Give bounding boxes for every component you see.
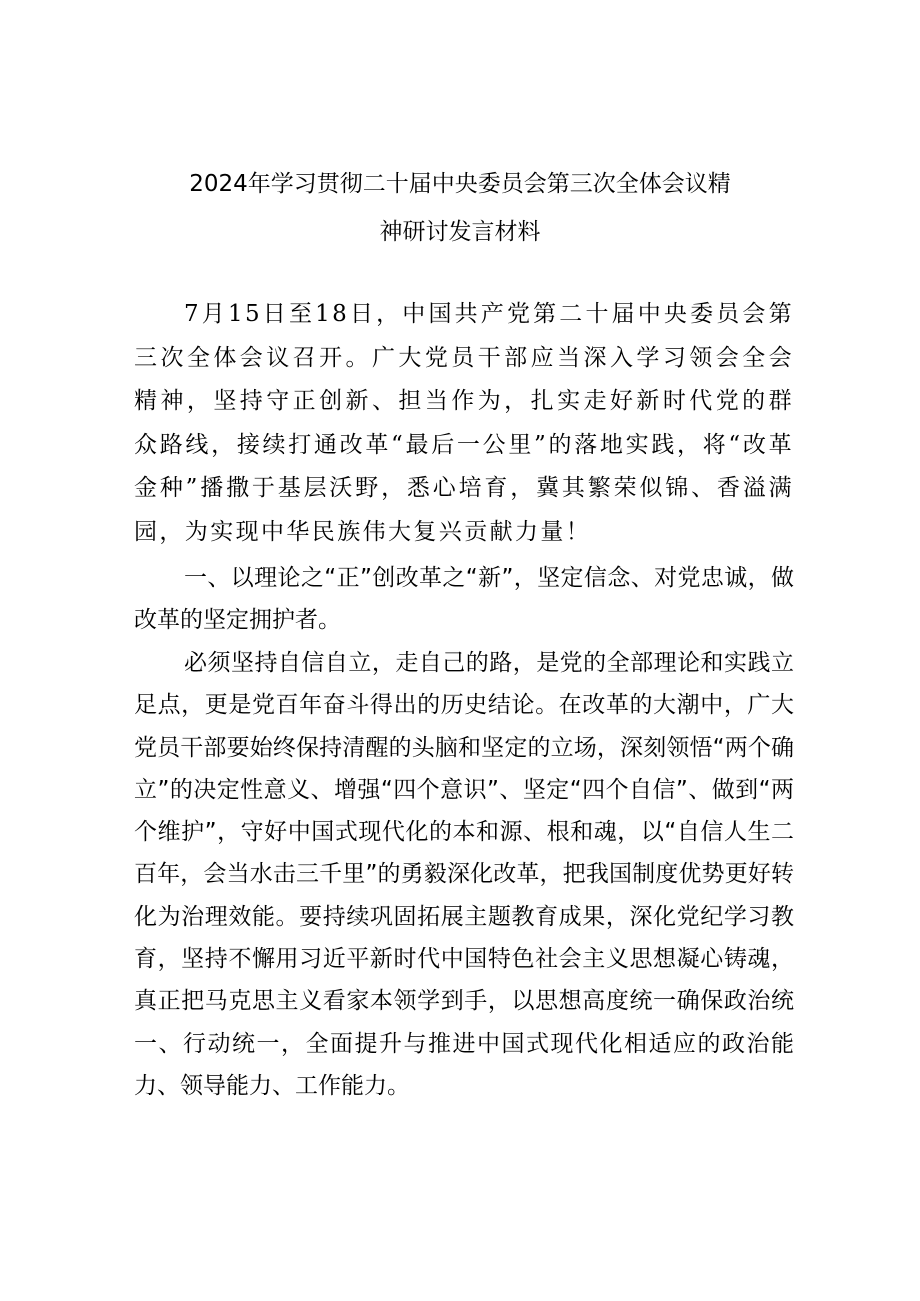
body-paragraph: 必须坚持自信自立，走自己的路，是党的全部理论和实践立足点，更是党百年奋斗得出的历史结论。在改革的大潮中，广大党员干部要始终保持清醒的头脑和坚定的立场，深刻领悟“两个确立”的决定性意义、增强“四个意识”、坚定“四个自信”、做到“两个维护”，守好中国式现代化的本和源、根和魂，以“自信人生二百年，会当水击三千里”的勇毅深化改革，把我国制度优势更好转化为治理效能。要持续巩固拓展主题教育成果，深化党纪学习教育，坚持不懈用习近平新时代中国特色社会主义思想凝心铸魂，真正把马克思主义看家本领学到手，以思想高度统一确保政治统一、行动统一，全面提升与推进中国式现代化相适应的政治能力、领导能力、工作能力。	[134, 650, 794, 1099]
title-line-1: 2024年学习贯彻二十届中央委员会第三次全体会议精	[189, 171, 731, 197]
title-line-2: 神研讨发言材料	[379, 219, 541, 245]
section-heading-1: 一、以理论之“正”创改革之“新”，坚定信念、对党忠诚，做改革的坚定拥护者。	[134, 565, 794, 633]
intro-paragraph: 7月15日至18日，中国共产党第二十届中央委员会第三次全体会议召开。广大党员干部应当深入学习领会全会精神，坚持守正创新、担当作为，扎实走好新时代党的群众路线，接续打通改革“最后一公里”的落地实践，将“改革金种”播撒于基层沃野，悉心培育，冀其繁荣似锦、香溢满园，为实现中华民族伟大复兴贡献力量！	[134, 301, 794, 545]
document-title	[120, 160, 800, 256]
